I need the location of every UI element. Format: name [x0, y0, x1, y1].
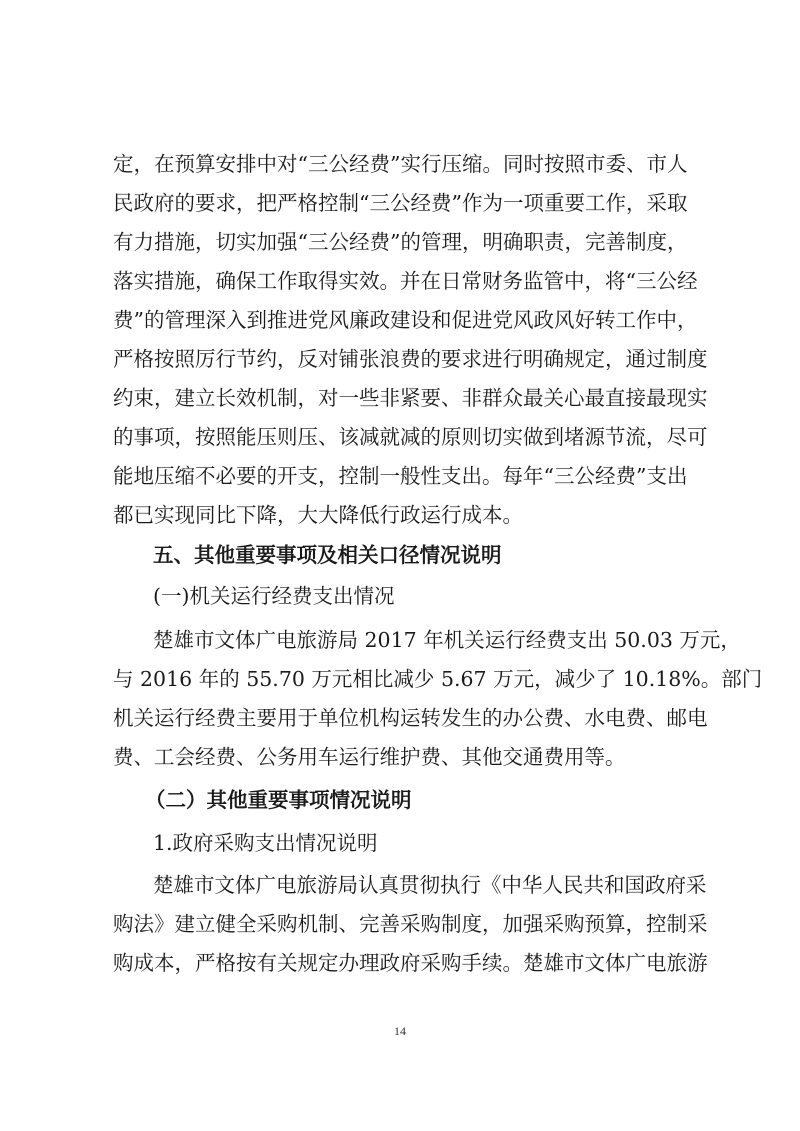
- text-line: 的事项，按照能压则压、该减就减的原则切实做到堵源节流，尽可: [113, 425, 708, 449]
- subsection-heading: （二）其他重要事项情况说明: [145, 788, 412, 812]
- item-heading: 1.政府采购支出情况说明: [153, 831, 378, 855]
- text-line: 楚雄市文体广电旅游局 2017 年机关运行经费支出 50.03 万元，: [153, 628, 741, 652]
- text-line: 购法》建立健全采购机制、完善采购制度，加强采购预算，控制采: [113, 912, 708, 936]
- text-line: 严格按照厉行节约，反对铺张浪费的要求进行明确规定，通过制度: [113, 347, 708, 371]
- text-line: 购成本，严格按有关规定办理政府采购手续。楚雄市文体广电旅游: [113, 951, 708, 975]
- text-line: 能地压缩不必要的开支，控制一般性支出。每年“三公经费”支出: [113, 464, 688, 488]
- text-line: 与 2016 年的 55.70 万元相比减少 5.67 万元，减少了 10.18%。部门: [113, 667, 763, 691]
- text-line: 费”的管理深入到推进党风廉政建设和促进党风政风好转工作中，: [113, 308, 698, 332]
- text-line: 费、工会经费、公务用车运行维护费、其他交通费用等。: [113, 745, 626, 769]
- text-line: 都已实现同比下降，大大降低行政运行成本。: [113, 503, 523, 527]
- section-heading: 五、其他重要事项及相关口径情况说明: [153, 543, 502, 567]
- text-line: 定，在预算安排中对“三公经费”实行压缩。同时按照市委、市人: [113, 152, 688, 176]
- text-line: 机关运行经费主要用于单位机构运转发生的办公费、水电费、邮电: [113, 706, 708, 730]
- text-line: 有力措施，切实加强“三公经费”的管理，明确职责，完善制度，: [113, 230, 688, 254]
- page-number: 14: [394, 1024, 406, 1038]
- text-line: 楚雄市文体广电旅游局认真贯彻执行《中华人民共和国政府采: [153, 873, 707, 897]
- text-line: 落实措施，确保工作取得实效。并在日常财务监管中，将“三公经: [113, 269, 698, 293]
- text-line: 民政府的要求，把严格控制“三公经费”作为一项重要工作，采取: [113, 191, 688, 215]
- subsection-heading: (一)机关运行经费支出情况: [153, 584, 395, 608]
- text-line: 约束，建立长效机制，对一些非紧要、非群众最关心最直接最现实: [113, 386, 708, 410]
